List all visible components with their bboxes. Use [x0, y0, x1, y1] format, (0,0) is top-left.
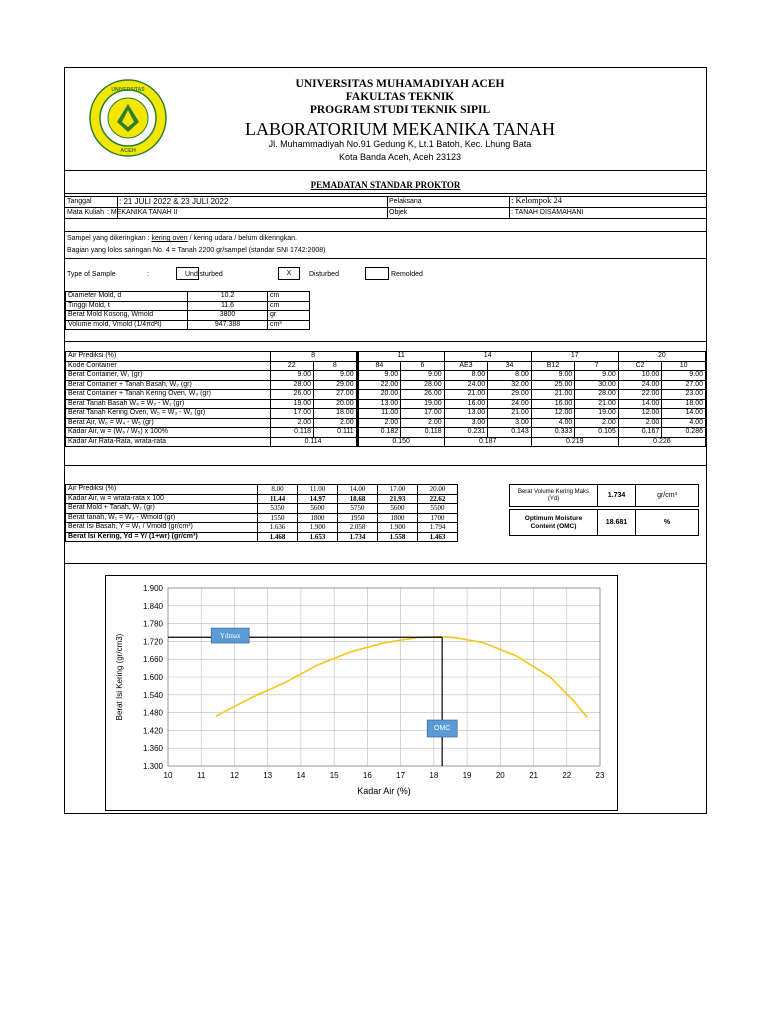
cell-value: C2 — [618, 361, 662, 371]
omc-value: 18.681 — [598, 510, 636, 536]
row-label: Berat Tanah Basah W₄ = W₂ - W₁ (gr) — [66, 399, 271, 409]
lab-name: LABORATORIUM MEKANIKA TANAH — [245, 119, 555, 139]
object-label: Objek — [389, 209, 408, 216]
mold-row — [66, 311, 310, 321]
disturbed-checkbox[interactable] — [278, 267, 300, 280]
cell-value: 21.00 — [575, 399, 619, 409]
mold-row — [66, 301, 310, 311]
cell-value: B12 — [531, 361, 575, 371]
x-tick-label: 10 — [163, 771, 173, 780]
cell-value: 2.00 — [270, 418, 314, 428]
cell-value: 21.00 — [488, 409, 532, 419]
summary-label: Kadar Air, w = wrata-rata x 100 — [66, 494, 258, 504]
x-tick-label: 22 — [562, 771, 572, 780]
air-prediction-value: 17 — [531, 352, 618, 362]
cell-value: 2.00 — [357, 418, 401, 428]
summary-value: 1.468 — [258, 532, 298, 542]
mold-unit: cm — [268, 292, 310, 302]
summary-value: 8.00 — [258, 485, 298, 495]
cell-value: 19.00 — [401, 399, 445, 409]
row-label: Kode Container — [66, 361, 271, 371]
summary-value: 11.44 — [258, 494, 298, 504]
y-tick-label: 1.360 — [142, 744, 163, 754]
cell-value: 0.167 — [618, 428, 662, 438]
x-tick-label: 20 — [495, 771, 505, 780]
cell-value: 2.00 — [401, 418, 445, 428]
report-frame — [64, 67, 707, 814]
summary-value: 1.558 — [378, 532, 418, 542]
summary-value: 22.62 — [418, 494, 458, 504]
cell-value: 0.333 — [531, 428, 575, 438]
summary-label: Berat Isi Kering, Yd = Y/ (1+wr) (gr/cm³) — [66, 532, 258, 542]
summary-value: 1.463 — [418, 532, 458, 542]
x-tick-label: 23 — [595, 771, 605, 780]
cell-value: 2.00 — [618, 418, 662, 428]
average-value: 0.150 — [357, 437, 444, 447]
cell-value: 18.00 — [662, 399, 706, 409]
cell-value: 4.00 — [662, 418, 706, 428]
x-tick-label: 18 — [429, 771, 439, 780]
average-label: Kadar Air Rata-Rata, wrata-rata — [66, 437, 271, 447]
y-tick-label: 1.540 — [142, 690, 163, 700]
faculty-name: FAKULTAS TEKNIK — [345, 91, 455, 103]
summary-value: 1550 — [258, 513, 298, 523]
chart-svg — [106, 576, 617, 810]
air-prediction-value: 20 — [618, 352, 705, 362]
summary-row — [66, 523, 458, 533]
svg-text:UNIVERSITAS: UNIVERSITAS — [111, 87, 145, 93]
x-tick-label: 21 — [529, 771, 538, 780]
cell-value: 25.00 — [531, 380, 575, 390]
sieve-note: Bagian yang lolos saringan No. 4 = Tanah 2200 gr/sampel (standar SNI 1742:2008) — [67, 247, 326, 254]
cell-value: 7 — [575, 361, 619, 371]
undisturbed-label: Undisturbed — [185, 271, 223, 278]
x-tick-label: 16 — [362, 771, 372, 780]
cell-value: 9.00 — [357, 371, 401, 381]
cell-value: 14.00 — [662, 409, 706, 419]
remolded-label: Remolded — [391, 271, 423, 278]
summary-value: 1800 — [298, 513, 338, 523]
cell-value: 9.00 — [314, 371, 358, 381]
y-tick-label: 1.600 — [142, 673, 163, 682]
cell-value: 9.00 — [401, 371, 445, 381]
date-label: Tanggal — [67, 198, 92, 205]
cell-value: 12.00 — [531, 409, 575, 419]
cell-value: 0.231 — [444, 428, 488, 438]
row-label: Berat Tanah Kering Oven, W₅ = W₃ - W₁ (gr) — [66, 409, 271, 419]
cell-value: 30.00 — [575, 380, 619, 390]
y-tick-label: 1.420 — [142, 726, 163, 736]
course-label: Mata Kuliah — [67, 209, 104, 216]
cell-value: 23.00 — [662, 390, 706, 400]
y-tick-label: 1.480 — [142, 708, 163, 718]
cell-value: 9.00 — [575, 371, 619, 381]
summary-value: 20.00 — [418, 485, 458, 495]
mold-value: 11.6 — [188, 301, 268, 311]
cell-value: 26.00 — [270, 390, 314, 400]
average-value: 0.226 — [618, 437, 705, 447]
university-logo — [87, 72, 169, 168]
cell-value: 17.00 — [270, 409, 314, 419]
cell-value: 10.00 — [618, 371, 662, 381]
summary-value: 14.00 — [338, 485, 378, 495]
x-axis-label: Kadar Air (%) — [357, 786, 411, 796]
average-value: 0.187 — [444, 437, 531, 447]
summary-value: 5500 — [418, 504, 458, 514]
cell-value: 13.00 — [357, 399, 401, 409]
ydmax-value: 1.734 — [598, 485, 636, 507]
average-value: 0.114 — [270, 437, 357, 447]
cell-value: 9.00 — [662, 371, 706, 381]
average-row — [66, 437, 706, 447]
cell-value: 22.00 — [357, 380, 401, 390]
cell-value: 29.00 — [314, 380, 358, 390]
cell-value: 0.118 — [401, 428, 445, 438]
row-label: Berat Container, W₁ (gr) — [66, 371, 271, 381]
summary-row — [66, 513, 458, 523]
cell-value: 0.286 — [662, 428, 706, 438]
cell-value: 11.00 — [357, 409, 401, 419]
y-tick-label: 1.900 — [142, 584, 163, 593]
cell-value: 84 — [357, 361, 401, 371]
omc-label: Optimum Moisture Content (OMC) — [510, 510, 598, 536]
air-prediction-row — [66, 352, 706, 362]
mold-value: 3800 — [188, 311, 268, 321]
summary-label: Berat Mold + Tanah, W₂ (gr) — [66, 504, 258, 514]
air-prediction-value: 11 — [357, 352, 444, 362]
summary-table — [65, 484, 458, 542]
cell-value: 8.00 — [488, 371, 532, 381]
summary-value: 5750 — [338, 504, 378, 514]
summary-row — [66, 494, 458, 504]
table-row — [66, 409, 706, 419]
cell-value: 27.00 — [314, 390, 358, 400]
cell-value: 3.00 — [444, 418, 488, 428]
mold-row — [66, 320, 310, 330]
cell-value: 28.00 — [270, 380, 314, 390]
cell-value: 24.00 — [618, 380, 662, 390]
summary-value: 1.636 — [258, 523, 298, 533]
x-tick-label: 14 — [296, 771, 306, 780]
row-label: Berat Container + Tanah Basah, W₂ (gr) — [66, 380, 271, 390]
cell-value: 2.00 — [575, 418, 619, 428]
air-prediction-value: 8 — [270, 352, 357, 362]
mold-label: Volume mold, Vmold (1/4πd²t) — [66, 320, 188, 330]
summary-value: 18.68 — [338, 494, 378, 504]
omc-callout-text: OMC — [434, 725, 451, 733]
summary-value: 1.794 — [418, 523, 458, 533]
executor-value: : Kelompok 24 — [511, 195, 562, 205]
letterhead — [65, 68, 706, 171]
summary-row — [66, 504, 458, 514]
cell-value: 4.00 — [531, 418, 575, 428]
cell-value: 32.00 — [488, 380, 532, 390]
disturbed-label: Disturbed — [309, 271, 339, 278]
summary-value: 5600 — [378, 504, 418, 514]
mold-label: Tinggi Mold, t — [66, 301, 188, 311]
x-tick-label: 13 — [263, 771, 273, 780]
cell-value: 9.00 — [531, 371, 575, 381]
cell-value: 20.00 — [357, 390, 401, 400]
cell-value: 0.182 — [357, 428, 401, 438]
summary-value: 1.900 — [378, 523, 418, 533]
summary-value: 14.97 — [298, 494, 338, 504]
mold-row — [66, 292, 310, 302]
summary-value: 5350 — [258, 504, 298, 514]
remolded-checkbox[interactable] — [365, 267, 389, 280]
cell-value: 22 — [270, 361, 314, 371]
cell-value: 0.143 — [488, 428, 532, 438]
cell-value: 24.00 — [444, 380, 488, 390]
cell-value: 20.00 — [314, 399, 358, 409]
cell-value: AE3 — [444, 361, 488, 371]
x-tick-label: 12 — [230, 771, 239, 780]
mold-value: 947.388 — [188, 320, 268, 330]
cell-value: 0.111 — [314, 428, 358, 438]
cell-value: 14.00 — [618, 399, 662, 409]
executor-label: Pelaksana — [389, 198, 422, 205]
table-row — [66, 380, 706, 390]
drying-note: Sampel yang dikeringkan : kering oven / kering udara / belum dikeringkan. — [67, 235, 297, 242]
row-label: Kadar Air, w = (W₆ / W₅) x 100% — [66, 428, 271, 438]
mold-table — [65, 291, 310, 330]
summary-row — [66, 485, 458, 495]
cell-value: 19.00 — [270, 399, 314, 409]
cell-value: 6 — [401, 361, 445, 371]
summary-value: 5600 — [298, 504, 338, 514]
table-row — [66, 428, 706, 438]
sample-type-label: Type of Sample — [67, 271, 116, 278]
x-tick-label: 19 — [462, 771, 472, 780]
ydmax-unit: gr/cm³ — [636, 485, 699, 507]
mold-label: Diameter Mold, d — [66, 292, 188, 302]
cell-value: 3.00 — [488, 418, 532, 428]
mold-label: Berat Mold Kosong, Wmold — [66, 311, 188, 321]
mold-unit: cm³ — [268, 320, 310, 330]
row-label: Berat Container + Tanah Kering Oven, W₃ (gr) — [66, 390, 271, 400]
cell-value: 12.00 — [618, 409, 662, 419]
mold-value: 10.2 — [188, 292, 268, 302]
cell-value: 34 — [488, 361, 532, 371]
y-tick-label: 1.780 — [142, 619, 163, 629]
y-tick-label: 1.660 — [142, 655, 163, 665]
cell-value: 29.00 — [488, 390, 532, 400]
mold-unit: gr — [268, 311, 310, 321]
disturbed-check-mark: X — [286, 270, 292, 277]
air-prediction-label: Air Prediksi (%) — [66, 352, 271, 362]
address-line-2: Kota Banda Aceh, Aceh 23123 — [338, 152, 462, 162]
average-value: 0.219 — [531, 437, 618, 447]
cell-value: 0.105 — [575, 428, 619, 438]
cell-value: 19.00 — [575, 409, 619, 419]
summary-value: 17.00 — [378, 485, 418, 495]
results-table — [509, 484, 699, 536]
y-tick-label: 1.720 — [142, 637, 163, 647]
date-value: : 21 JULI 2022 & 23 JULI 2022 — [119, 197, 229, 206]
cell-value: 26.00 — [401, 390, 445, 400]
cell-value: 16.00 — [531, 399, 575, 409]
summary-label: Berat tanah, W₁ = W₂ - Wmold (gr) — [66, 513, 258, 523]
y-tick-label: 1.300 — [142, 762, 163, 771]
table-row — [66, 390, 706, 400]
cell-value: 22.00 — [618, 390, 662, 400]
report-title: PEMADATAN STANDAR PROKTOR — [310, 180, 461, 190]
cell-value: 0.118 — [270, 428, 314, 438]
cell-value: 21.00 — [444, 390, 488, 400]
mold-unit: cm — [268, 301, 310, 311]
summary-value: 1950 — [338, 513, 378, 523]
cell-value: 8.00 — [444, 371, 488, 381]
cell-value: 9.00 — [270, 371, 314, 381]
x-tick-label: 15 — [329, 771, 339, 780]
table-row — [66, 371, 706, 381]
course-value: : MEKANIKA TANAH II — [107, 209, 178, 216]
program-name: PROGRAM STUDI TEKNIK SIPIL — [309, 104, 491, 116]
svg-text:ACEH: ACEH — [120, 148, 136, 154]
x-tick-label: 17 — [396, 771, 406, 780]
summary-value: 1.900 — [298, 523, 338, 533]
y-tick-label: 1.840 — [142, 601, 163, 611]
summary-label: Berat Isi Basah, Y = W₁ / Vmold (gr/cm³) — [66, 523, 258, 533]
cell-value: 10 — [662, 361, 706, 371]
air-prediction-value: 14 — [444, 352, 531, 362]
table-row — [66, 418, 706, 428]
summary-value: 1800 — [378, 513, 418, 523]
cell-value: 27.00 — [662, 380, 706, 390]
cell-value: 16.00 — [444, 399, 488, 409]
sample-type-colon: : — [147, 271, 149, 278]
cell-value: 28.00 — [401, 380, 445, 390]
moisture-table — [65, 351, 706, 447]
x-tick-label: 11 — [197, 771, 206, 780]
summary-value: 11.00 — [298, 485, 338, 495]
summary-label: Air Prediksi (%) — [66, 485, 258, 495]
row-label: Berat Air, W₆ = W₄ - W₅ (gr) — [66, 418, 271, 428]
address-line-1: Jl. Muhammadiyah No.91 Gedung K, Lt.1 Batoh, Kec. Lhung Bata — [268, 139, 532, 149]
university-name: UNIVERSITAS MUHAMADIYAH ACEH — [295, 78, 505, 90]
cell-value: 8 — [314, 361, 358, 371]
cell-value: 24.00 — [488, 399, 532, 409]
cell-value: 21.00 — [531, 390, 575, 400]
omc-unit: % — [636, 510, 699, 536]
cell-value: 2.00 — [314, 418, 358, 428]
table-row — [66, 399, 706, 409]
cell-value: 17.00 — [401, 409, 445, 419]
ydmax-callout-text: Ydmax — [219, 632, 241, 641]
summary-value: 1.653 — [298, 532, 338, 542]
y-axis-label: Berat Isi Kering (gr/cm3) — [115, 633, 124, 721]
summary-value: 21.93 — [378, 494, 418, 504]
cell-value: 18.00 — [314, 409, 358, 419]
table-row — [66, 361, 706, 371]
ydmax-label: Berat Volume Kering Maks (Yd) — [510, 485, 598, 507]
summary-value: 1.734 — [338, 532, 378, 542]
summary-row — [66, 532, 458, 542]
cell-value: 28.00 — [575, 390, 619, 400]
object-value: : TANAH DISAMAHANI — [511, 209, 584, 216]
summary-value: 2.058 — [338, 523, 378, 533]
summary-value: 1700 — [418, 513, 458, 523]
compaction-chart — [105, 575, 618, 811]
cell-value: 13.00 — [444, 409, 488, 419]
